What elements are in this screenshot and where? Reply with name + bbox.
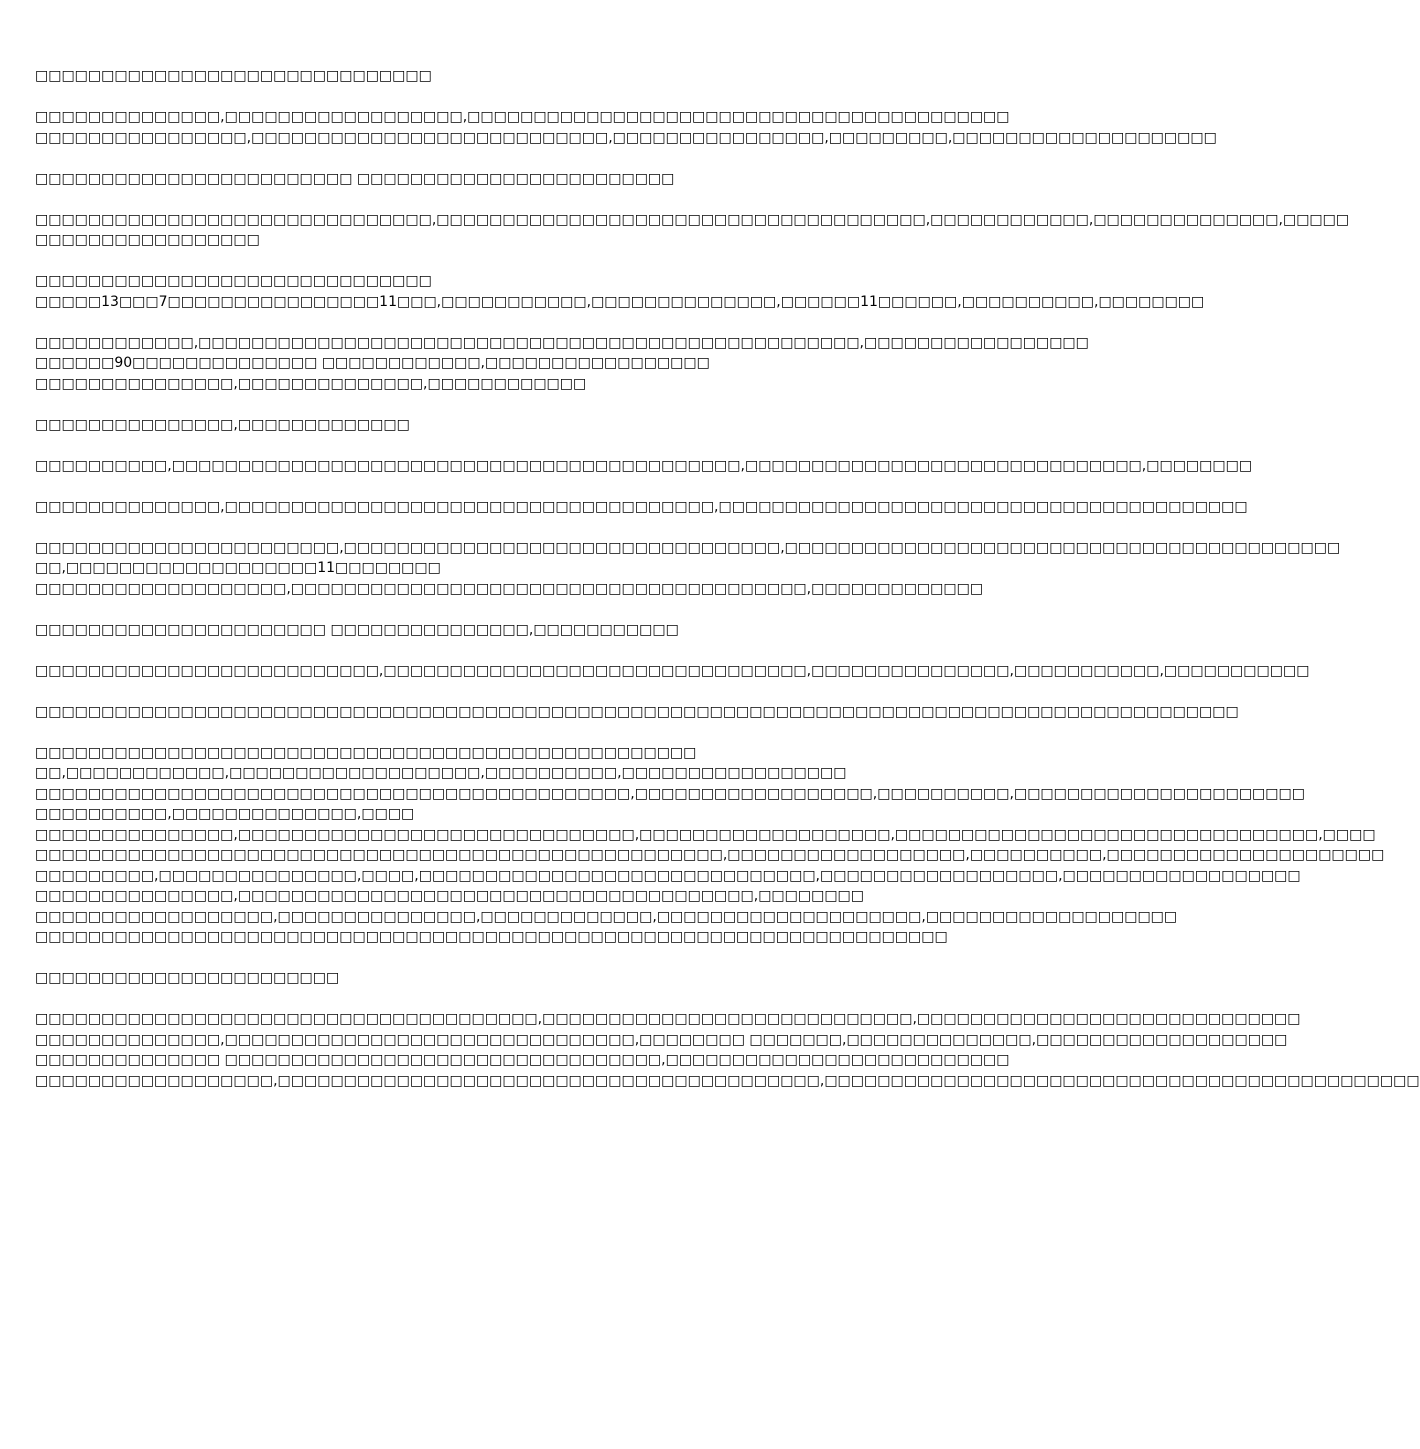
paragraph bbox=[35, 1009, 1420, 1091]
paragraph bbox=[35, 620, 990, 641]
text-line: □□□□□□□□□□□□□□,□□□□□□□□□□□□□□□□□□□□□□□□□□□□□□□,□□□□□□□□ □□□□□□□,□□□□□□□□□□□□□□,□□□□□□□□□□□□□□□□□□□ bbox=[35, 1031, 1288, 1048]
text-line: □□□□□□□□□□□□□□□,□□□□□□□□□□□□□□,□□□□□□□□□□□□ bbox=[35, 375, 587, 392]
text-line: □□□□□□□□□□□□□□□□□□□□□□□□□□□□□□□□□□□□□□□□□□□□□,□□□□□□□□□□□□□□□□□□,□□□□□□□□□□,□□□□□□□□□□□□□□□□□□□□□□ bbox=[35, 785, 1305, 802]
document-body bbox=[35, 66, 1420, 1091]
text-line: □□□□□□□□□□□□□□□□□□□□□□□□□□□□□□□□□□□□□□□□□□□□□□□□□□□□□□□□□□□□□□□□□□□□□ bbox=[35, 929, 948, 945]
paragraph-gap bbox=[35, 989, 990, 1010]
text-line: □□□□□□□□□□□□□□,□□□□□□□□□□□□□□□□□□□□□□□□□□□□□□□□□□□□□,□□□□□□□□□□□□□□□□□□□□□□□□□□□□□□□□□□□□□□□□ bbox=[35, 498, 1248, 515]
paragraph bbox=[35, 538, 1341, 600]
paragraph-gap bbox=[35, 148, 990, 169]
text-line: □□□□□□□□□□,□□□□□□□□□□□□□□,□□□□ bbox=[35, 806, 415, 822]
text-line: □□□□□□□□□□□□□□□□,□□□□□□□□□□□□□□□□□□□□□□□□□□□,□□□□□□□□□□□□□□□□,□□□□□□□□□,□□□□□□□□□□□□□□□□□□□□ bbox=[35, 129, 1217, 146]
paragraph bbox=[35, 702, 1239, 723]
text-line: □□□□□□□□□□□□□□□□□□□,□□□□□□□□□□□□□□□□□□□□□□□□□□□□□□□□□□□□□□□,□□□□□□□□□□□□□ bbox=[35, 580, 984, 597]
paragraph-gap bbox=[35, 599, 990, 620]
paragraph-gap bbox=[35, 189, 990, 210]
paragraph-gap bbox=[35, 312, 990, 333]
paragraph-gap bbox=[35, 251, 990, 272]
paragraph bbox=[35, 456, 1253, 477]
text-line: □□□□□□□□□□□□□□□□□□□□□□□□□□□□□□□□□□□□□□□□□□□□□□□□□□ bbox=[35, 744, 697, 761]
paragraph bbox=[35, 968, 990, 989]
text-line: □□□□□□□□□□,□□□□□□□□□□□□□□□□□□□□□□□□□□□□□□□□□□□□□□□□□□□,□□□□□□□□□□□□□□□□□□□□□□□□□□□□□□,□□□□□□□□ bbox=[35, 457, 1253, 474]
paragraph bbox=[35, 743, 1385, 948]
paragraph bbox=[35, 271, 1205, 312]
paragraph-gap bbox=[35, 640, 990, 661]
paragraph bbox=[35, 66, 990, 87]
text-line: □□,□□□□□□□□□□□□□□□□□□□11□□□□□□□□ bbox=[35, 560, 441, 576]
paragraph-gap bbox=[35, 394, 990, 415]
paragraph-gap bbox=[35, 948, 990, 969]
paragraph-gap bbox=[35, 476, 990, 497]
text-line: □□□□□□□□□□□□□□□□□□□□□□□□□□,□□□□□□□□□□□□□□□□□□□□□□□□□□□□□□□□,□□□□□□□□□□□□□□□,□□□□□□□□□□□,□□□□□□□□□□□ bbox=[35, 662, 1310, 679]
text-line: □□□□□□□□□□□□□□□,□□□□□□□□□□□□□□□□□□□□□□□□□□□□□□□□□□□□□□□,□□□□□□□□ bbox=[35, 888, 865, 904]
paragraph bbox=[35, 107, 1217, 148]
text-line: □□□□□□□□□□□□□□□□□□□□□□□□□□□□□□□□□□□□□□,□□□□□□□□□□□□□□□□□□□□□□□□□□□□,□□□□□□□□□□□□□□□□□□□□□□□□□□□□□ bbox=[35, 1011, 1301, 1027]
paragraph bbox=[35, 210, 1350, 251]
text-line: □□□□□□□□□□□□,□□□□□□□□□□□□□□□□□□□□□□□□□□□□□□□□□□□□□□□□□□□□□□□□□□,□□□□□□□□□□□□□□□□□ bbox=[35, 334, 1089, 351]
paragraph bbox=[35, 497, 1248, 518]
text-line: □□□□□13□□□7□□□□□□□□□□□□□□□□11□□□,□□□□□□□□□□□,□□□□□□□□□□□□□□,□□□□□□11□□□□□□,□□□□□□□□□□,□□□□□□□□ bbox=[35, 293, 1205, 310]
text-line: □□□□□□□□□□□□□□□□□□□□□□□□□□□□□□ bbox=[35, 273, 432, 289]
paragraph-gap bbox=[35, 517, 990, 538]
text-line: □□□□□□□□□□□□□□□□□□□□□□ □□□□□□□□□□□□□□□,□□□□□□□□□□□ bbox=[35, 621, 679, 638]
text-line: □□□□□□□□□□□□□□□□□□□□□□□□□□□□□□,□□□□□□□□□□□□□□□□□□□□□□□□□□□□□□□□□□□□□,□□□□□□□□□□□□,□□□□□□□□□□□□□□,□□□□□ bbox=[35, 211, 1350, 228]
text-line: □□,□□□□□□□□□□□□,□□□□□□□□□□□□□□□□□□□,□□□□□□□□□□,□□□□□□□□□□□□□□□□□ bbox=[35, 765, 847, 781]
text-line: □□□□□□□□□□□□□□ □□□□□□□□□□□□□□□□□□□□□□□□□□□□□□□□□,□□□□□□□□□□□□□□□□□□□□□□□□□□ bbox=[35, 1052, 1010, 1068]
paragraph bbox=[35, 661, 1310, 682]
text-line: □□□□□□□□□□□□□□□□□□□□□□□□□□□□□□ bbox=[35, 68, 432, 84]
paragraph bbox=[35, 415, 990, 436]
paragraph-gap bbox=[35, 722, 990, 743]
text-line: □□□□□□□□□□□□□□,□□□□□□□□□□□□□□□□□□,□□□□□□□□□□□□□□□□□□□□□□□□□□□□□□□□□□□□□□□□□ bbox=[35, 109, 1010, 125]
text-line: □□□□□□□□□□□□□□□□□□□□□□□ bbox=[35, 970, 340, 986]
text-line: □□□□□□□□□□□□□□□□□ bbox=[35, 232, 260, 248]
text-line: □□□□□□□□□□□□□□□□□□□□□□□□ □□□□□□□□□□□□□□□□□□□□□□□□ bbox=[35, 170, 675, 187]
text-line: □□□□□□□□□□□□□□□□□□□□□□□□□□□□□□□□□□□□□□□□□□□□□□□□□□□□□□□□□□□□□□□□□□□□□□□□□□□□□□□□□□□□□□□□□□□ bbox=[35, 703, 1239, 720]
paragraph-gap bbox=[35, 87, 990, 108]
text-line: □□□□□□□□□□□□□□□,□□□□□□□□□□□□□ bbox=[35, 416, 410, 433]
text-line: □□□□□□□□□□□□□□□□□□,□□□□□□□□□□□□□□□,□□□□□□□□□□□□□,□□□□□□□□□□□□□□□□□□□□,□□□□□□□□□□□□□□□□□□□ bbox=[35, 908, 1178, 925]
text-line: □□□□□□□□□□□□□□□□□□□□□□□□□□□□□□□□□□□□□□□□□□□□□□□□□□□□,□□□□□□□□□□□□□□□□□□,□□□□□□□□□□,□□□□□□□□□□□□□□□□□□□□□ bbox=[35, 847, 1385, 863]
paragraph-gap bbox=[35, 681, 990, 702]
text-line: □□□□□□□□□,□□□□□□□□□□□□□□□,□□□□,□□□□□□□□□□□□□□□□□□□□□□□□□□□□□□,□□□□□□□□□□□□□□□□□□,□□□□□□□□□□□□□□□□□□ bbox=[35, 867, 1301, 884]
text-line: □□□□□□□□□□□□□□□□□□,□□□□□□□□□□□□□□□□□□□□□□□□□□□□□□□□□□□□□□□□□,□□□□□□□□□□□□□□□□□□□□□□□□□□□□□□□□□□□□□□□□□□□□□ bbox=[35, 1072, 1420, 1089]
paragraph bbox=[35, 333, 1089, 395]
paragraph-gap bbox=[35, 435, 990, 456]
text-line: □□□□□□□□□□□□□□□,□□□□□□□□□□□□□□□□□□□□□□□□□□□□□□,□□□□□□□□□□□□□□□□□□□,□□□□□□□□□□□□□□□□□□□□□□□□□□□□□□□□,□□□□ bbox=[35, 826, 1376, 843]
text-line: □□□□□□90□□□□□□□□□□□□□□ □□□□□□□□□□□□,□□□□□□□□□□□□□□□□□ bbox=[35, 355, 710, 371]
paragraph bbox=[35, 169, 990, 190]
text-line: □□□□□□□□□□□□□□□□□□□□□□□,□□□□□□□□□□□□□□□□□□□□□□□□□□□□□□□□□,□□□□□□□□□□□□□□□□□□□□□□□□□□□□□□□□□□□□□□□□□□ bbox=[35, 539, 1341, 556]
